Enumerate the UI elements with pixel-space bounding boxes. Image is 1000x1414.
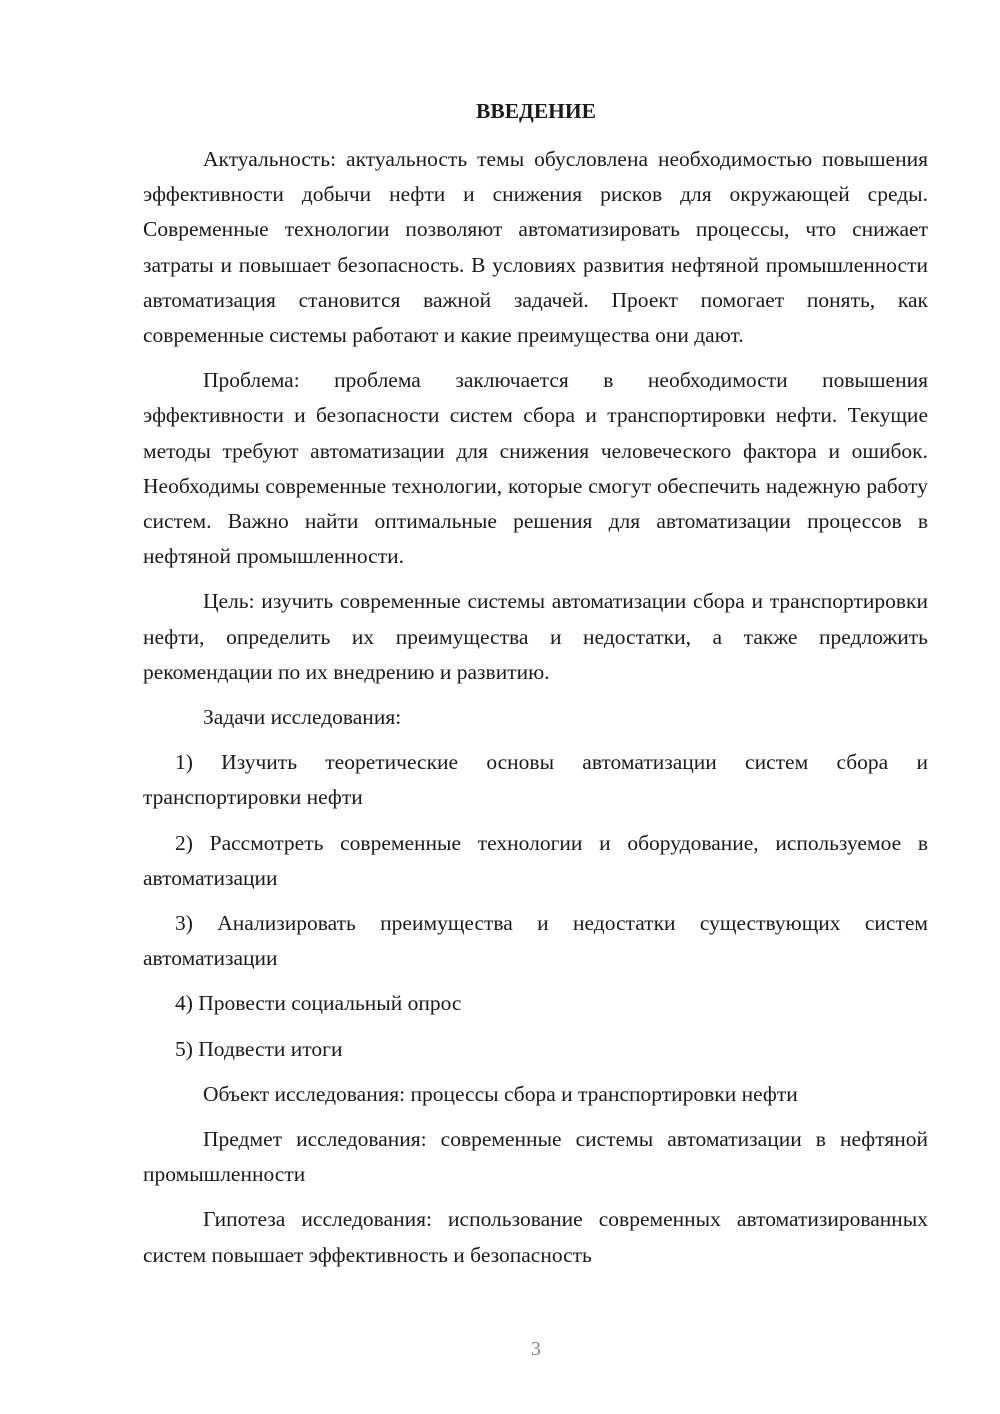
- goal-paragraph: Цель: изучить современные системы автоматизации сбора и транспортировки нефти, определить их преимущества и недостатки, а также предложить рекомендации по их внедрению и развитию.: [143, 589, 928, 684]
- object-paragraph: Объект исследования: процессы сбора и транспортировки нефти: [203, 1081, 798, 1106]
- relevance-paragraph: Актуальность: актуальность темы обусловлена необходимостью повышения эффективности добычи нефти и снижения рисков для окружающей среды. Современные технологии позволяют автоматизировать процессы, что снижает затраты и повышает безопасность. В условиях развития нефтяной промышленности автоматизация становится важной задачей. Проект помогает понять, как современные системы работают и какие преимущества они дают.: [143, 147, 928, 348]
- page-number: 3: [531, 1338, 541, 1360]
- subject-paragraph: Предмет исследования: современные системы автоматизации в нефтяной промышленности: [143, 1127, 928, 1187]
- hypothesis-paragraph: Гипотеза исследования: использование современных автоматизированных систем повышает эффективность и безопасность: [143, 1207, 928, 1267]
- tasks-heading: Задачи исследования:: [203, 705, 402, 730]
- task-item-4: 4) Провести социальный опрос: [175, 991, 462, 1016]
- problem-paragraph: Проблема: проблема заключается в необходимости повышения эффективности и безопасности систем сбора и транспортировки нефти. Текущие методы требуют автоматизации для снижения человеческого фактора и ошибок. Необходимы современные технологии, которые смогут обеспечить надежную работу систем. Важно найти оптимальные решения для автоматизации процессов в нефтяной промышленности.: [143, 368, 928, 569]
- task-item-2: 2) Рассмотреть современные технологии и оборудование, используемое в автоматизации: [143, 830, 928, 890]
- document-body: [143, 142, 928, 1273]
- task-item-1: 1) Изучить теоретические основы автоматизации систем сбора и транспортировки нефти: [143, 750, 928, 810]
- task-item-5: 5) Подвести итоги: [175, 1036, 343, 1061]
- page-title: ВВЕДЕНИЕ: [476, 99, 596, 123]
- task-item-3: 3) Анализировать преимущества и недостатки существующих систем автоматизации: [143, 911, 928, 971]
